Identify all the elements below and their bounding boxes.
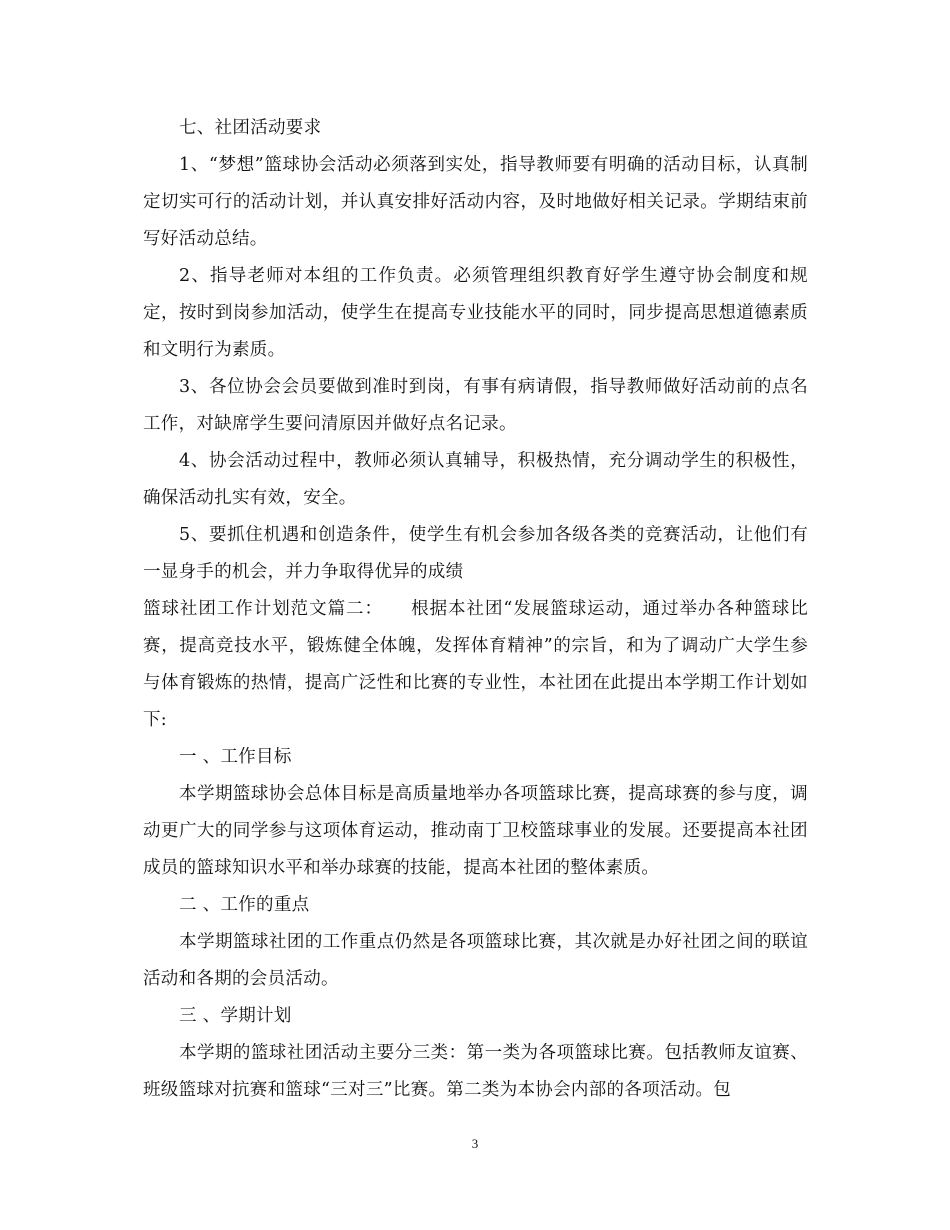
document-body: [143, 110, 808, 1109]
paragraph: 5、要抓住机遇和创造条件，使学生有机会参加各级各类的竞赛活动，让他们有一显身手的机会，并力争取得优异的成绩: [143, 525, 808, 582]
paragraph: 本学期篮球社团的工作重点仍然是各项篮球比赛，其次就是办好社团之间的联谊活动和各期的会员活动。: [143, 932, 808, 989]
page-number: 3: [471, 1136, 479, 1151]
paragraph: 2、指导老师对本组的工作负责。必须管理组织教育好学生遵守协会制度和规定，按时到岗参加活动，使学生在提高专业技能水平的同时，同步提高思想道德素质和文明行为素质。: [143, 266, 808, 360]
paragraph: 本学期篮球协会总体目标是高质量地举办各项篮球比赛，提高球赛的参与度，调动更广大的同学参与这项体育运动，推动南丁卫校篮球事业的发展。还要提高本社团成员的篮球知识水平和举办球赛的技能，提高本社团的整体素质。: [143, 784, 808, 878]
section-heading: 二 、工作的重点: [179, 895, 310, 915]
paragraph: 本学期的篮球社团活动主要分三类：第一类为各项篮球比赛。包括教师友谊赛、班级篮球对抗赛和篮球“三对三”比赛。第二类为本协会内部的各项活动。包: [143, 1043, 808, 1100]
section-heading: 三 、学期计划: [179, 1006, 292, 1026]
paragraph: 3、各位协会会员要做到准时到岗，有事有病请假，指导教师做好活动前的点名工作，对缺席学生要问清原因并做好点名记录。: [143, 377, 808, 434]
paragraph: 4、协会活动过程中，教师必须认真辅导，积极热情，充分调动学生的积极性，确保活动扎实有效，安全。: [143, 451, 808, 508]
paragraph: 1、“梦想”篮球协会活动必须落到实处，指导教师要有明确的活动目标，认真制定切实可行的活动计划，并认真安排好活动内容，及时地做好相关记录。学期结束前写好活动总结。: [143, 155, 808, 249]
section-heading: 一 、工作目标: [179, 747, 292, 767]
section-heading: 七、社团活动要求: [179, 118, 322, 138]
paragraph: 篮球社团工作计划范文篇二： 根据本社团“发展篮球运动，通过举办各种篮球比赛，提高竞技水平，锻炼健全体魄，发挥体育精神”的宗旨，和为了调动广大学生参与体育锻炼的热情，提高广泛性和比赛的专业性，本社团在此提出本学期工作计划如下:: [143, 599, 808, 730]
